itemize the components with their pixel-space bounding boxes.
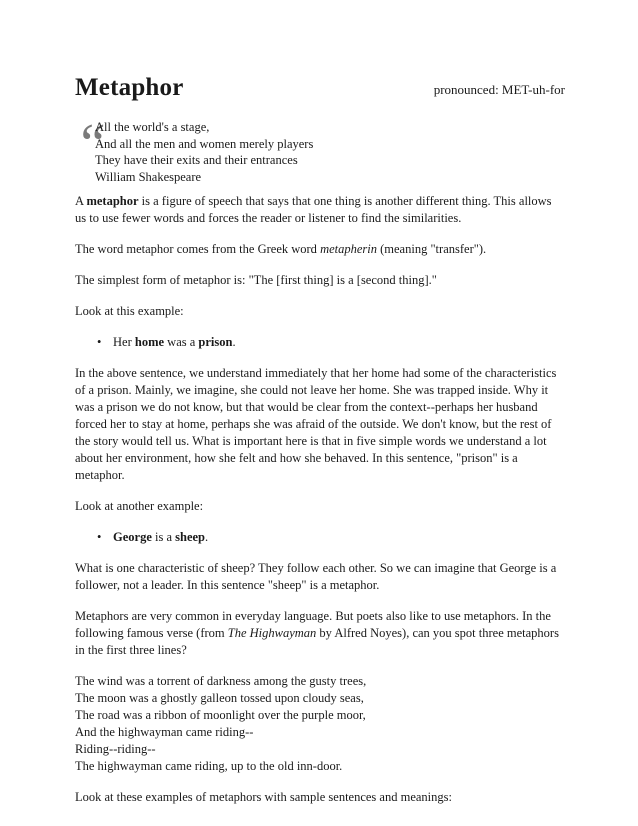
shakespeare-quote <box>95 119 313 185</box>
prison-explanation-paragraph: In the above sentence, we understand immediately that her home had some of the characteristics of a prison. Mainly, we imagine, she could not leave her home. She was trapped inside. Why it was a prison we do not know, but that would be clear from the context--perhaps her husband forced her to stay at home, perhaps she was afraid of the outside. We don't know, but the rest of the story would tell us. What is important here is that in five simple words we understand a lot about her environment, how she felt and how she behaved. In this sentence, "prison" is a metaphor. <box>75 366 557 482</box>
verse-line: The highwayman came riding, up to the old inn-door. <box>75 759 343 773</box>
quote-line: They have their exits and their entrances <box>95 153 298 167</box>
example-bullet-1: • Her home was a prison. <box>97 335 236 349</box>
verse-line: The moon was a ghostly galleon tossed upon cloudy seas, <box>75 691 364 705</box>
etymology-paragraph: The word metaphor comes from the Greek word metapherin (meaning "transfer"). <box>75 242 487 256</box>
pronunciation-note: pronounced: MET-uh-for <box>433 82 565 97</box>
quote-attribution: William Shakespeare <box>95 169 202 184</box>
sheep-explanation-paragraph: What is one characteristic of sheep? They follow each other. So we can imagine that George is a follower, not a leader. In this sentence "sheep" is a metaphor. <box>75 561 557 592</box>
poetry-paragraph: Metaphors are very common in everyday language. But poets also like to use metaphors. In the following famous verse (from The Highwayman by Alfred Noyes), can you spot three metaphors in the first three lines? <box>75 609 559 657</box>
verse-line: The wind was a torrent of darkness among the gusty trees, <box>75 674 367 688</box>
poem-title: The Highwayman <box>227 626 317 640</box>
definition-paragraph: A metaphor is a figure of speech that says that one thing is another different thing. This allows us to use fewer words and forces the reader or listener to find the similarities. <box>75 194 552 225</box>
bullet-icon: • <box>97 335 102 349</box>
simple-form-paragraph: The simplest form of metaphor is: "The [first thing] is a [second thing]." <box>75 273 437 287</box>
verse-line: The road was a ribbon of moonlight over the purple moor, <box>75 708 366 722</box>
quote-line: All the world's a stage, <box>95 120 210 134</box>
examples-intro: Look at these examples of metaphors with sample sentences and meanings: <box>75 790 452 804</box>
quote-mark-icon: “ <box>75 113 107 175</box>
verse-line: And the highwayman came riding-- <box>75 725 254 739</box>
quote-line: And all the men and women merely players <box>95 136 314 151</box>
example-intro-2: Look at another example: <box>75 499 204 513</box>
page-title: Metaphor <box>75 74 184 101</box>
document-body <box>75 193 565 820</box>
highwayman-verse <box>75 673 565 775</box>
term-metaphor: metaphor <box>86 194 139 208</box>
example-intro-1: Look at this example: <box>75 304 184 318</box>
greek-word: metapherin <box>320 242 377 256</box>
verse-line: Riding--riding-- <box>75 742 156 756</box>
bullet-icon: • <box>97 530 102 544</box>
example-bullet-2: • George is a sheep. <box>97 530 209 544</box>
